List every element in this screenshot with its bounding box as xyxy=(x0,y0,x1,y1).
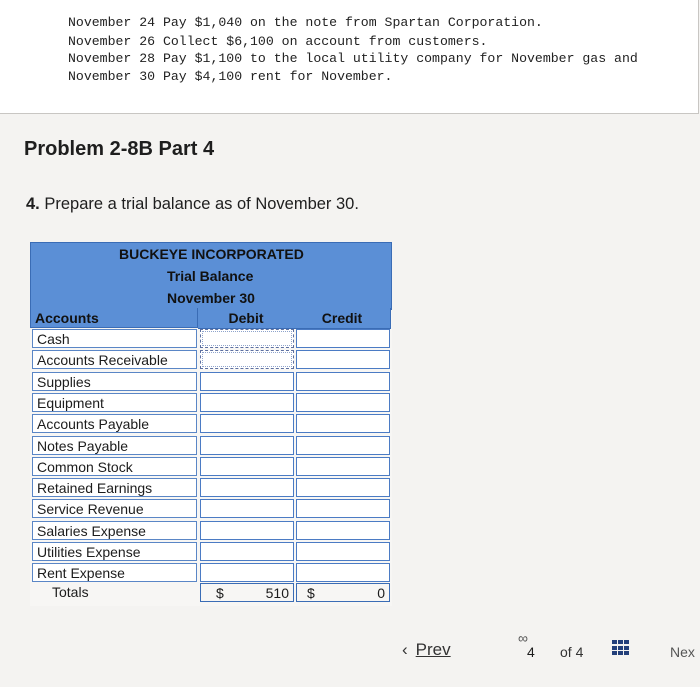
credit-input[interactable] xyxy=(296,521,390,540)
account-name-cell: Service Revenue xyxy=(32,499,197,518)
account-name-cell: Equipment xyxy=(32,393,197,412)
credit-input[interactable] xyxy=(296,350,390,369)
transactions-memo xyxy=(0,0,699,114)
debit-input[interactable] xyxy=(200,478,294,497)
memo-line: November 26 Collect $6,100 on account from customers. xyxy=(68,34,488,49)
account-name-cell: Cash xyxy=(32,329,197,348)
account-name-cell: Common Stock xyxy=(32,457,197,476)
debit-input[interactable] xyxy=(200,499,294,518)
debit-column-header: Debit xyxy=(198,308,295,329)
account-name-cell: Rent Expense xyxy=(32,563,197,582)
page-count-label: of 4 xyxy=(560,644,584,660)
question-text: Prepare a trial balance as of November 30. xyxy=(44,195,359,213)
account-name-cell: Supplies xyxy=(32,372,197,391)
account-name-cell: Retained Earnings xyxy=(32,478,197,497)
credit-input[interactable] xyxy=(296,563,390,582)
chevron-left-icon: ‹ xyxy=(402,640,408,659)
debit-input[interactable] xyxy=(200,350,294,369)
credit-total-value: 0 xyxy=(377,585,385,601)
trial-balance-table xyxy=(30,242,392,606)
trial-balance-header xyxy=(30,242,392,310)
memo-line: November 30 Pay $4,100 rent for November. xyxy=(68,69,393,84)
problem-title: Problem 2-8B Part 4 xyxy=(24,138,215,160)
statement-title: Trial Balance xyxy=(167,268,254,284)
credit-input[interactable] xyxy=(296,542,390,561)
company-name: BUCKEYE INCORPORATED xyxy=(119,246,304,262)
prev-label: Prev xyxy=(415,640,451,659)
credit-input[interactable] xyxy=(296,414,390,433)
debit-input[interactable] xyxy=(200,329,294,348)
account-name-cell: Salaries Expense xyxy=(32,521,197,540)
memo-line: November 24 Pay $1,040 on the note from Spartan Corporation. xyxy=(68,15,543,30)
accounts-column-header: Accounts xyxy=(30,308,198,328)
statement-date: November 30 xyxy=(167,290,255,306)
debit-input[interactable] xyxy=(200,372,294,391)
account-name-cell: Utilities Expense xyxy=(32,542,197,561)
next-button[interactable]: Nex xyxy=(670,644,695,660)
question-number: 4. xyxy=(26,195,40,213)
credit-input[interactable] xyxy=(296,499,390,518)
debit-total-cell xyxy=(200,583,294,602)
debit-dollar-sign: $ xyxy=(216,585,224,601)
credit-input[interactable] xyxy=(296,478,390,497)
link-icon: ∞ xyxy=(518,630,528,646)
credit-dollar-sign: $ xyxy=(307,585,315,601)
debit-total-value: 510 xyxy=(265,585,289,601)
totals-label: Totals xyxy=(52,584,89,600)
debit-input[interactable] xyxy=(200,521,294,540)
debit-input[interactable] xyxy=(200,457,294,476)
debit-input[interactable] xyxy=(200,563,294,582)
credit-input[interactable] xyxy=(296,372,390,391)
debit-input[interactable] xyxy=(200,414,294,433)
credit-input[interactable] xyxy=(296,436,390,455)
grid-view-icon[interactable] xyxy=(612,640,630,656)
debit-input[interactable] xyxy=(200,393,294,412)
question-prompt xyxy=(26,195,359,214)
account-name-cell: Accounts Payable xyxy=(32,414,197,433)
account-name-cell: Accounts Receivable xyxy=(32,350,197,369)
memo-line: November 28 Pay $1,100 to the local utility company for November gas and xyxy=(68,51,638,66)
credit-total-cell xyxy=(296,583,390,602)
credit-input[interactable] xyxy=(296,393,390,412)
debit-input[interactable] xyxy=(200,436,294,455)
current-page-number[interactable]: 4 xyxy=(527,644,535,660)
account-name-cell: Notes Payable xyxy=(32,436,197,455)
credit-column-header: Credit xyxy=(294,308,391,329)
pagination-bar xyxy=(0,630,700,687)
credit-input[interactable] xyxy=(296,329,390,348)
debit-input[interactable] xyxy=(200,542,294,561)
credit-input[interactable] xyxy=(296,457,390,476)
prev-button[interactable] xyxy=(402,640,451,660)
